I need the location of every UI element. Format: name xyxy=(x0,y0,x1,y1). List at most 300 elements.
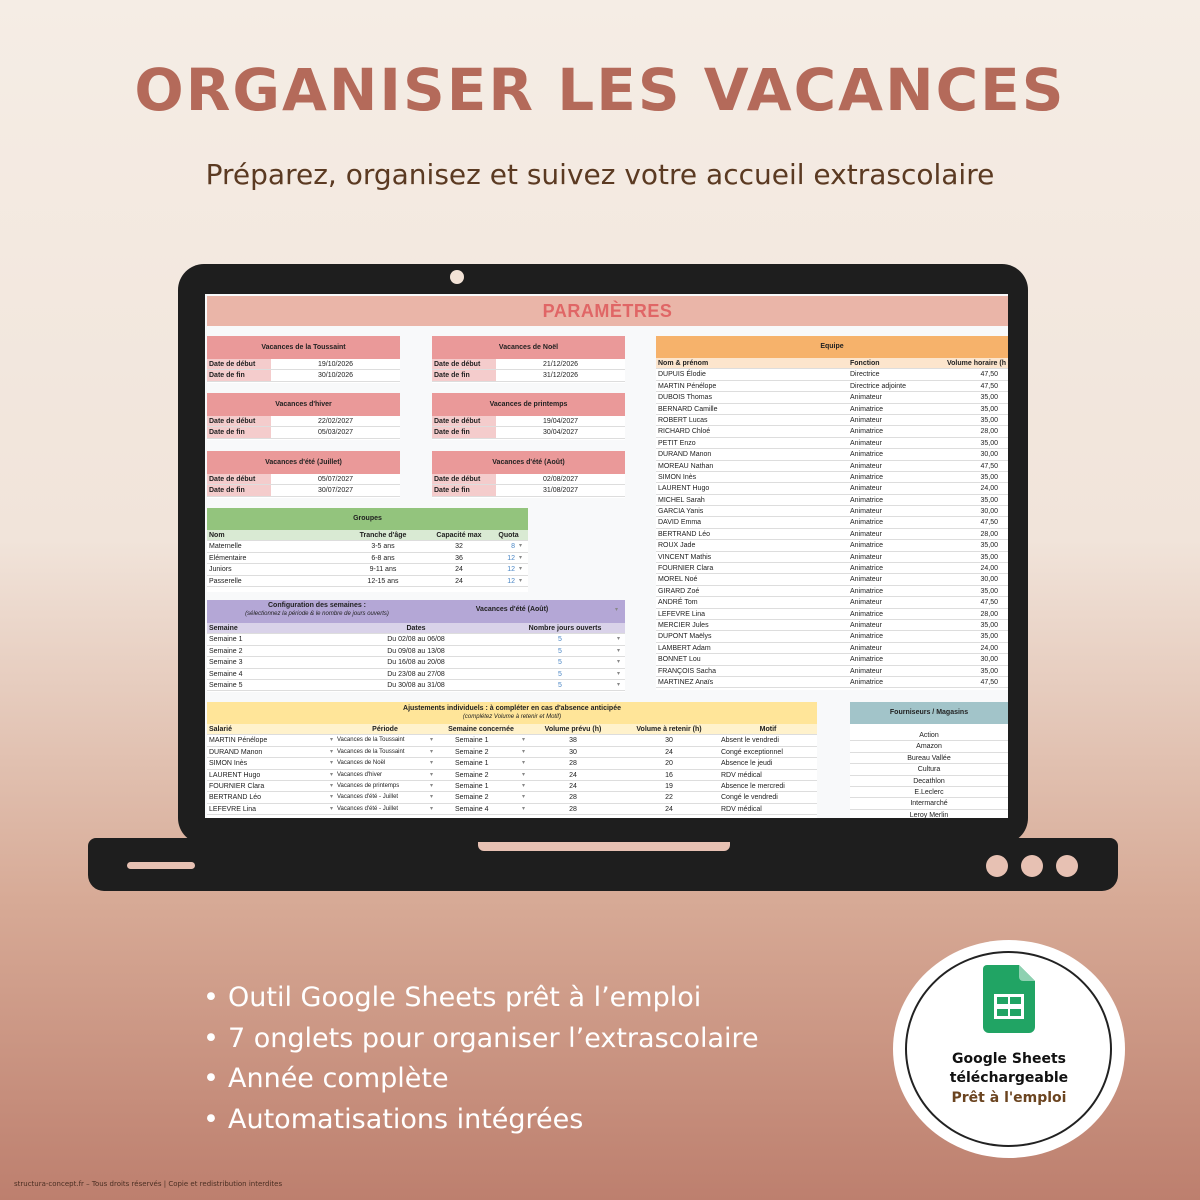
holiday-period-box xyxy=(432,336,625,383)
table-row xyxy=(207,541,528,552)
groups-table xyxy=(207,508,528,592)
supplier-name: Intermarché xyxy=(910,800,948,808)
chevron-down-icon[interactable]: ▾ xyxy=(521,737,525,744)
week-name: Semaine 1 xyxy=(455,737,489,745)
employee-name: ROBERT Lucas xyxy=(658,416,708,424)
employee-role: Animateur xyxy=(850,508,882,516)
table-row xyxy=(656,529,1008,540)
employee-name: ROUX Jade xyxy=(658,542,696,550)
employee-role: Animatrice xyxy=(850,451,884,459)
supplier-name: Cultura xyxy=(917,766,941,774)
week-select[interactable] xyxy=(435,758,527,768)
reason-input[interactable]: Absence le mercredi xyxy=(721,782,785,790)
table-row xyxy=(656,404,1008,415)
table-row xyxy=(656,654,1008,665)
employee-name: BERNARD Camille xyxy=(658,405,718,413)
holiday-title: Vacances d'été (Juillet) xyxy=(207,451,400,474)
footer-copyright: structura-concept.fr – Tous droits réservés | Copie et redistribution interdites xyxy=(14,1180,283,1188)
date-value-input[interactable]: 22/02/2027 xyxy=(317,418,354,425)
employee-hours: 35,00 xyxy=(980,621,998,629)
laptop-notch xyxy=(478,842,730,851)
table-row xyxy=(656,483,1008,494)
employee-role: Animateur xyxy=(850,530,882,538)
employee-hours: 24,00 xyxy=(980,565,998,573)
table-row xyxy=(207,564,528,575)
week-name: Semaine 3 xyxy=(209,659,243,667)
date-value-input[interactable]: 21/12/2026 xyxy=(542,361,579,368)
chevron-down-icon[interactable]: ▾ xyxy=(519,566,523,573)
suppliers-table xyxy=(850,702,1008,818)
employee-hours: 35,00 xyxy=(980,587,998,595)
employee-role: Animatrice xyxy=(850,428,884,436)
employee-hours: 35,00 xyxy=(980,542,998,550)
table-row xyxy=(207,657,625,668)
weeks-col-days: Nombre jours ouverts xyxy=(528,625,602,632)
table-row xyxy=(207,576,528,587)
table-row xyxy=(207,804,817,815)
date-row xyxy=(207,370,400,381)
chevron-down-icon[interactable]: ▾ xyxy=(429,760,433,767)
period-select[interactable] xyxy=(335,804,435,814)
chevron-down-icon[interactable]: ▾ xyxy=(617,659,621,666)
employee-hours: 28,00 xyxy=(980,610,998,618)
retained-hours-input[interactable]: 16 xyxy=(665,771,673,779)
groups-col-age: Tranche d'âge xyxy=(359,532,407,539)
table-row xyxy=(656,381,1008,392)
table-row xyxy=(207,680,625,691)
employee-hours: 30,00 xyxy=(980,656,998,664)
employee-hours: 35,00 xyxy=(980,405,998,413)
employee-name: LAURENT Hugo xyxy=(209,771,261,779)
table-row xyxy=(207,634,625,645)
date-label: Date de fin xyxy=(432,370,496,380)
chevron-down-icon[interactable]: ▾ xyxy=(329,794,333,801)
group-quota-select[interactable]: 12 xyxy=(507,554,515,562)
employee-role: Animatrice xyxy=(850,610,884,618)
chevron-down-icon[interactable]: ▾ xyxy=(521,794,525,801)
date-label: Date de début xyxy=(207,416,271,426)
employee-select[interactable] xyxy=(207,747,335,757)
retained-hours-input[interactable]: 22 xyxy=(665,794,673,802)
holiday-period-box xyxy=(207,451,400,498)
team-col-role: Fonction xyxy=(850,360,880,367)
employee-name: DURAND Manon xyxy=(658,451,712,459)
date-label: Date de fin xyxy=(207,370,271,380)
sheet-title: PARAMÈTRES xyxy=(207,296,1008,326)
week-select[interactable] xyxy=(435,735,527,745)
period-name: Vacances de la Toussaint xyxy=(337,737,405,744)
employee-role: Directrice adjointe xyxy=(850,382,907,390)
chevron-down-icon[interactable]: ▾ xyxy=(615,607,619,613)
retained-hours-input[interactable]: 19 xyxy=(665,782,673,790)
feature-item: • 7 onglets pour organiser l’extrascolaire xyxy=(203,1022,759,1054)
employee-hours: 28,00 xyxy=(980,530,998,538)
subheadline: Préparez, organisez et suivez votre accueil extrascolaire xyxy=(205,158,995,191)
planned-hours: 38 xyxy=(569,737,577,745)
employee-name: FOURNIER Clara xyxy=(658,565,714,573)
holiday-title: Vacances d'hiver xyxy=(207,393,400,416)
holiday-title: Vacances de Noël xyxy=(432,336,625,359)
adjustments-header xyxy=(207,702,817,724)
spreadsheet-screen xyxy=(205,294,1008,818)
date-value-input[interactable]: 31/08/2027 xyxy=(542,487,579,495)
table-row xyxy=(656,586,1008,597)
table-row xyxy=(207,781,817,792)
table-row xyxy=(656,631,1008,642)
date-row xyxy=(432,474,625,485)
laptop-dot-icon xyxy=(986,855,1008,877)
list-item xyxy=(850,787,1008,798)
date-value-input[interactable]: 05/07/2027 xyxy=(317,476,354,483)
groups-col-quota: Quota xyxy=(498,532,519,539)
employee-name: FOURNIER Clara xyxy=(209,782,265,790)
period-select[interactable] xyxy=(335,792,435,802)
group-quota-select[interactable]: 8 xyxy=(511,543,515,551)
date-value-input[interactable]: 30/10/2026 xyxy=(317,372,354,380)
chevron-down-icon[interactable]: ▾ xyxy=(617,681,621,688)
employee-role: Animatrice xyxy=(850,587,884,595)
date-label: Date de fin xyxy=(207,485,271,495)
employee-role: Animatrice xyxy=(850,519,884,527)
holiday-period-box xyxy=(207,393,400,440)
period-name: Vacances de la Toussaint xyxy=(337,748,405,755)
adjustments-subtitle: (complétez Volume à retenir et Motif) xyxy=(462,714,562,720)
period-name: Vacances d'été - Juillet xyxy=(337,794,399,801)
table-row xyxy=(656,392,1008,403)
reason-input[interactable]: RDV médical xyxy=(721,805,762,813)
table-row xyxy=(656,677,1008,688)
chevron-down-icon[interactable]: ▾ xyxy=(429,771,433,778)
list-item xyxy=(850,776,1008,787)
table-row xyxy=(207,646,625,657)
period-select[interactable] xyxy=(335,781,435,791)
employee-name: FRANÇOIS Sacha xyxy=(658,667,716,675)
open-days-select[interactable]: 5 xyxy=(558,647,562,655)
date-value-input[interactable]: 30/07/2027 xyxy=(317,487,354,495)
employee-hours: 47,50 xyxy=(980,519,998,527)
table-row xyxy=(656,540,1008,551)
date-value-input[interactable]: 19/10/2026 xyxy=(317,361,354,368)
employee-name: ANDRÉ Tom xyxy=(658,599,698,607)
employee-name: MICHEL Sarah xyxy=(658,496,705,504)
chevron-down-icon[interactable]: ▾ xyxy=(521,782,525,789)
employee-select[interactable] xyxy=(207,735,335,745)
employee-name: SIMON Inès xyxy=(209,760,248,768)
chevron-down-icon[interactable]: ▾ xyxy=(429,748,433,755)
reason-input[interactable]: RDV médical xyxy=(721,771,762,779)
employee-hours: 35,00 xyxy=(980,416,998,424)
employee-name: DURAND Manon xyxy=(209,748,263,756)
employee-select[interactable] xyxy=(207,770,335,780)
table-row xyxy=(656,506,1008,517)
chevron-down-icon[interactable]: ▾ xyxy=(329,771,333,778)
table-row xyxy=(656,461,1008,472)
employee-hours: 47,50 xyxy=(980,599,998,607)
reason-input[interactable]: Congé le vendredi xyxy=(721,794,778,802)
holiday-title: Vacances de la Toussaint xyxy=(207,336,400,359)
group-age: 6-8 ans xyxy=(371,554,395,562)
employee-role: Animateur xyxy=(850,599,882,607)
badge-subtitle: téléchargeable xyxy=(949,1070,1069,1086)
retained-hours-input[interactable]: 20 xyxy=(665,760,673,768)
open-days-select[interactable]: 5 xyxy=(558,670,562,678)
date-row xyxy=(432,359,625,370)
laptop-dot-icon xyxy=(1021,855,1043,877)
list-item xyxy=(850,753,1008,764)
employee-role: Animateur xyxy=(850,621,882,629)
chevron-down-icon[interactable]: ▾ xyxy=(519,543,523,550)
employee-hours: 35,00 xyxy=(980,667,998,675)
table-row xyxy=(656,643,1008,654)
weeks-col-dates: Dates xyxy=(406,625,426,632)
employee-role: Animateur xyxy=(850,439,882,447)
group-name: Passerelle xyxy=(209,577,242,585)
feature-text: Automatisations intégrées xyxy=(228,1103,584,1135)
group-age: 9-11 ans xyxy=(369,566,397,574)
group-age: 12-15 ans xyxy=(367,577,399,585)
retained-hours-input[interactable]: 30 xyxy=(665,737,673,745)
group-quota-select[interactable]: 12 xyxy=(507,566,515,574)
groups-col-capacity: Capacité max xyxy=(436,532,482,539)
week-dates: Du 30/08 au 31/08 xyxy=(387,681,445,689)
employee-hours: 30,00 xyxy=(980,508,998,516)
planned-hours: 30 xyxy=(569,748,577,756)
employee-name: LEFEVRE Lina xyxy=(209,805,257,813)
group-quota-select[interactable]: 12 xyxy=(507,577,515,585)
week-select[interactable] xyxy=(435,792,527,802)
date-row xyxy=(432,427,625,438)
date-value-input[interactable]: 05/03/2027 xyxy=(317,429,354,437)
employee-hours: 30,00 xyxy=(980,576,998,584)
employee-hours: 28,00 xyxy=(980,428,998,436)
employee-role: Animatrice xyxy=(850,656,884,664)
chevron-down-icon[interactable]: ▾ xyxy=(429,794,433,801)
retained-hours-input[interactable]: 24 xyxy=(665,805,673,813)
chevron-down-icon[interactable]: ▾ xyxy=(521,805,525,812)
chevron-down-icon[interactable]: ▾ xyxy=(519,554,523,561)
chevron-down-icon[interactable]: ▾ xyxy=(429,737,433,744)
table-row xyxy=(656,495,1008,506)
date-row xyxy=(207,416,400,427)
weeks-header xyxy=(207,600,625,623)
week-name: Semaine 4 xyxy=(209,670,243,678)
chevron-down-icon[interactable]: ▾ xyxy=(519,577,523,584)
chevron-down-icon[interactable]: ▾ xyxy=(329,760,333,767)
list-item xyxy=(850,810,1008,818)
employee-select[interactable] xyxy=(207,804,335,814)
supplier-name: Leroy Merlin xyxy=(909,811,949,818)
employee-hours: 47,50 xyxy=(980,678,998,686)
week-name: Semaine 2 xyxy=(209,647,243,655)
date-value-input[interactable]: 30/04/2027 xyxy=(542,429,579,437)
adj-col-planned: Volume prévu (h) xyxy=(544,726,602,733)
table-row xyxy=(207,669,625,680)
period-select[interactable] xyxy=(335,758,435,768)
employee-role: Animatrice xyxy=(850,633,884,641)
supplier-name: Amazon xyxy=(916,743,942,751)
period-select[interactable] xyxy=(335,770,435,780)
team-header-row xyxy=(656,358,1008,369)
date-label: Date de début xyxy=(207,474,271,484)
employee-name: RICHARD Chloé xyxy=(658,428,711,436)
groups-header-row xyxy=(207,530,528,541)
holiday-title: Vacances de printemps xyxy=(432,393,625,416)
list-item xyxy=(850,730,1008,741)
badge-tagline: Prêt à l'emploi xyxy=(951,1090,1067,1106)
retained-hours-input[interactable]: 24 xyxy=(665,748,673,756)
employee-name: MARTIN Pénélope xyxy=(658,382,717,390)
list-item xyxy=(850,798,1008,809)
chevron-down-icon[interactable]: ▾ xyxy=(329,737,333,744)
employee-name: VINCENT Mathis xyxy=(658,553,712,561)
group-name: Maternelle xyxy=(209,543,242,551)
employee-hours: 35,00 xyxy=(980,473,998,481)
employee-role: Animateur xyxy=(850,416,882,424)
feature-item: • Automatisations intégrées xyxy=(203,1103,584,1135)
open-days-select[interactable]: 5 xyxy=(558,659,562,667)
chevron-down-icon[interactable]: ▾ xyxy=(429,782,433,789)
week-name: Semaine 4 xyxy=(455,805,489,813)
table-row xyxy=(656,609,1008,620)
table-row xyxy=(656,438,1008,449)
period-name: Vacances de Noël xyxy=(337,760,386,767)
planned-hours: 24 xyxy=(569,771,577,779)
employee-name: MOREL Noé xyxy=(658,576,698,584)
date-value-input[interactable]: 31/12/2026 xyxy=(542,372,579,380)
week-name: Semaine 1 xyxy=(455,760,489,768)
employee-select[interactable] xyxy=(207,758,335,768)
employee-name: GIRARD Zoé xyxy=(658,587,700,595)
chevron-down-icon[interactable]: ▾ xyxy=(329,782,333,789)
date-label: Date de fin xyxy=(432,427,496,437)
supplier-name: E.Leclerc xyxy=(914,788,944,796)
date-value-input[interactable]: 02/08/2027 xyxy=(542,476,579,483)
date-label: Date de début xyxy=(432,474,496,484)
weeks-subtitle: (sélectionnez la période & le nombre de jours ouverts) xyxy=(245,611,389,617)
date-label: Date de fin xyxy=(207,427,271,437)
laptop-slot xyxy=(127,862,195,869)
planned-hours: 28 xyxy=(569,760,577,768)
reason-input[interactable]: Absence le jeudi xyxy=(721,760,773,768)
weeks-header-row xyxy=(207,623,625,634)
date-row xyxy=(207,474,400,485)
list-item xyxy=(850,741,1008,752)
open-days-select[interactable]: 5 xyxy=(558,636,562,644)
date-label: Date de début xyxy=(432,416,496,426)
employee-name: BERTRAND Léo xyxy=(209,794,262,802)
adj-col-employee: Salarié xyxy=(209,726,232,733)
employee-select[interactable] xyxy=(207,792,335,802)
employee-name: DUBOIS Thomas xyxy=(658,394,712,402)
employee-role: Animateur xyxy=(850,462,882,470)
date-row xyxy=(432,485,625,496)
week-select[interactable] xyxy=(435,781,527,791)
employee-name: MARTINEZ Anaïs xyxy=(658,678,714,686)
reason-input[interactable]: Congé exceptionnel xyxy=(721,748,783,756)
week-select[interactable] xyxy=(435,747,527,757)
employee-name: DUPONT Maëlys xyxy=(658,633,712,641)
chevron-down-icon[interactable]: ▾ xyxy=(617,670,621,677)
chevron-down-icon[interactable]: ▾ xyxy=(521,760,525,767)
table-row xyxy=(656,563,1008,574)
team-title: Equipe xyxy=(656,336,1008,358)
reason-input[interactable]: Absent le vendredi xyxy=(721,737,779,745)
badge-title: Google Sheets xyxy=(952,1051,1066,1067)
chevron-down-icon[interactable]: ▾ xyxy=(617,647,621,654)
period-name: Vacances d'été - Juillet xyxy=(337,805,399,812)
group-capacity: 32 xyxy=(455,543,463,551)
group-capacity: 24 xyxy=(455,566,463,574)
employee-name: LEFEVRE Lina xyxy=(658,610,706,618)
table-row xyxy=(207,747,817,758)
table-row xyxy=(656,574,1008,585)
chevron-down-icon[interactable]: ▾ xyxy=(521,748,525,755)
open-days-select[interactable]: 5 xyxy=(558,681,562,689)
employee-role: Animatrice xyxy=(850,542,884,550)
week-name: Semaine 5 xyxy=(209,681,243,689)
chevron-down-icon[interactable]: ▾ xyxy=(329,748,333,755)
employee-name: PETIT Enzo xyxy=(658,439,696,447)
table-row xyxy=(207,792,817,803)
supplier-name: Action xyxy=(919,732,939,739)
chevron-down-icon[interactable]: ▾ xyxy=(617,636,621,643)
employee-role: Animatrice xyxy=(850,565,884,573)
week-select[interactable] xyxy=(435,770,527,780)
table-row xyxy=(656,369,1008,380)
employee-name: MERCIER Jules xyxy=(658,621,709,629)
list-item xyxy=(850,764,1008,775)
employee-name: LAMBERT Adam xyxy=(658,644,711,652)
feature-text: Année complète xyxy=(228,1063,449,1094)
week-select[interactable] xyxy=(435,804,527,814)
weeks-period-select[interactable]: Vacances d'été (Août) xyxy=(475,606,549,613)
date-label: Date de fin xyxy=(432,485,496,495)
employee-select[interactable] xyxy=(207,781,335,791)
week-dates: Du 23/08 au 27/08 xyxy=(387,670,445,678)
employee-hours: 35,00 xyxy=(980,633,998,641)
employee-hours: 35,00 xyxy=(980,496,998,504)
date-label: Date de début xyxy=(432,359,496,369)
table-row xyxy=(207,553,528,564)
employee-hours: 47,50 xyxy=(980,382,998,390)
table-row xyxy=(656,666,1008,677)
adjustments-table xyxy=(207,702,817,818)
period-select[interactable] xyxy=(335,735,435,745)
date-row xyxy=(207,359,400,370)
employee-name: BONNET Lou xyxy=(658,656,701,664)
chevron-down-icon[interactable]: ▾ xyxy=(521,771,525,778)
table-row xyxy=(207,758,817,769)
table-row xyxy=(207,770,817,781)
feature-item: • Outil Google Sheets prêt à l’emploi xyxy=(203,982,702,1013)
date-value-input[interactable]: 19/04/2027 xyxy=(542,418,579,425)
table-row xyxy=(656,449,1008,460)
date-row xyxy=(207,427,400,438)
planned-hours: 28 xyxy=(569,805,577,813)
employee-name: DAVID Emma xyxy=(658,519,702,527)
adj-col-period: Période xyxy=(372,726,398,733)
chevron-down-icon[interactable]: ▾ xyxy=(429,805,433,812)
employee-role: Animatrice xyxy=(850,496,884,504)
period-select[interactable] xyxy=(335,747,435,757)
table-row xyxy=(656,472,1008,483)
holiday-period-box xyxy=(432,451,625,498)
adjustments-header-row xyxy=(207,724,817,735)
group-capacity: 24 xyxy=(455,577,463,585)
employee-role: Animateur xyxy=(850,553,882,561)
chevron-down-icon[interactable]: ▾ xyxy=(329,805,333,812)
period-name: Vacances d'hiver xyxy=(337,771,383,778)
